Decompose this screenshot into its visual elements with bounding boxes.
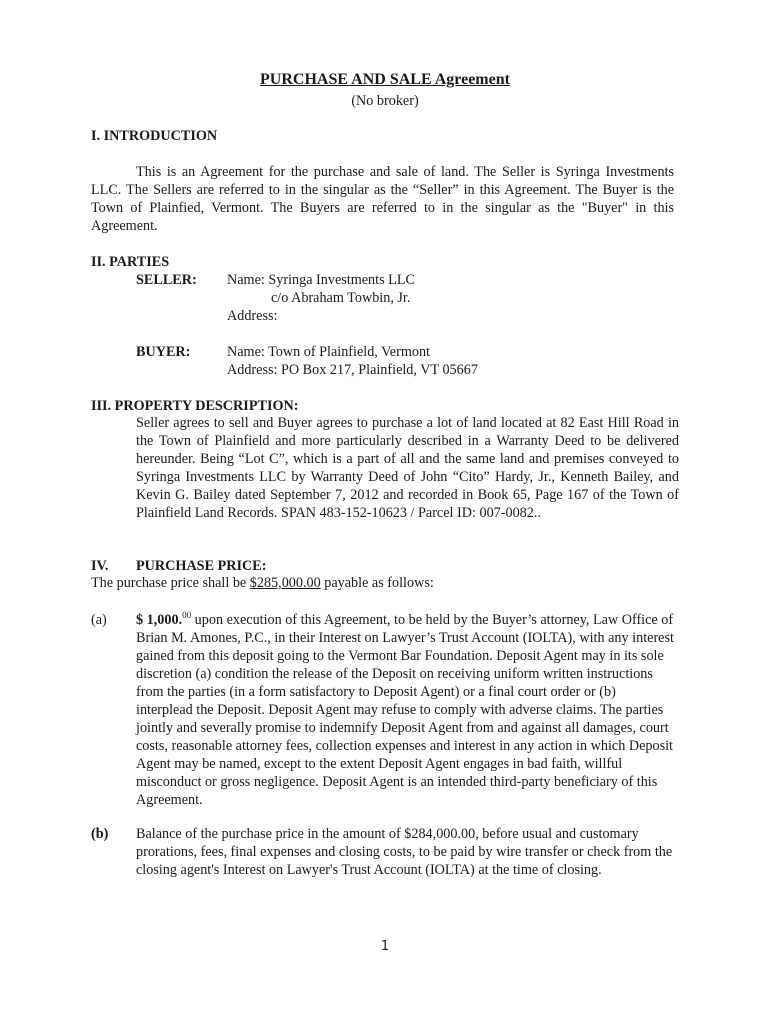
purchase-price-intro-before: The purchase price shall be xyxy=(91,575,250,591)
buyer-address: Address: PO Box 217, Plainfield, VT 05667 xyxy=(227,362,478,378)
section-number-purchase-price: IV. xyxy=(91,558,109,574)
clause-a-label: (a) xyxy=(91,612,107,628)
clause-b-paragraph: Balance of the purchase price in the amount of $284,000.00, before usual and customary prorations, fees, final expenses and closing costs, to be paid by wire transfer or check from the closing agent's Interest on Lawyer's Trust Account (IOLTA) at the time of closing. xyxy=(136,826,673,878)
clause-a-paragraph xyxy=(136,611,676,809)
introduction-paragraph: This is an Agreement for the purchase and sale of land. The Seller is Syringa Investments LLC. The Sellers are referred to in the singular as the “Seller” in this Agreement. The Buyer is the Town of Plainfied, Vermont. The Buyers are referred to in the singular as the "Buyer" in this Agreement. xyxy=(91,164,674,234)
seller-address: Address: xyxy=(227,308,278,324)
document-title: PURCHASE AND SALE Agreement xyxy=(260,71,510,88)
document-subtitle: (No broker) xyxy=(351,93,419,109)
seller-name: Name: Syringa Investments LLC xyxy=(227,272,415,288)
buyer-name: Name: Town of Plainfield, Vermont xyxy=(227,344,430,360)
seller-care-of: c/o Abraham Towbin, Jr. xyxy=(271,290,411,306)
clause-b-label: (b) xyxy=(91,826,109,842)
deposit-amount-cents: 00 xyxy=(182,610,192,620)
purchase-price-intro xyxy=(91,574,681,592)
seller-label: SELLER: xyxy=(136,272,197,288)
purchase-price-amount: $285,000.00 xyxy=(249,575,321,591)
property-description-paragraph: Seller agrees to sell and Buyer agrees to purchase a lot of land located at 82 East Hill Road in the Town of Plainfield and more particularly described in a Warranty Deed to be delivered hereunder. Being “Lot C”, which is a part of all and the same land and premises conveyed to Syringa Investments LLC by Warranty Deed of John “Cito” Hardy, Jr., Kenneth Bailey, and Kevin G. Bailey dated September 7, 2012 and recorded in Book 65, Page 167 of the Town of Plainfield Land Records. SPAN 483-152-10623 / Parcel ID: 007-0082.. xyxy=(136,415,679,521)
clause-a-text: upon execution of this Agreement, to be held by the Buyer’s attorney, Law Office of Brian M. Amones, P.C., in their Interest on Lawyer’s Trust Account (IOLTA), with any interest gained from this deposit going to the Vermont Bar Foundation. Deposit Agent may in its sole discretion (a) condition the release of the Deposit on receiving uniform written instructions from the parties (in a form satisfactory to Deposit Agent) or a final court order or (b) interplead the Deposit. Deposit Agent may refuse to comply with adverse claims. The parties jointly and severally promise to indemnify Deposit Agent from and against all damages, court costs, reasonable attorney fees, collection expenses and interest in any action in which Deposit Agent may be named, except to the extent Deposit Agent engages in bad faith, willful misconduct or gross negligence. Deposit Agent is an intended third-party beneficiary of this Agreement. xyxy=(136,612,674,808)
section-heading-purchase-price: PURCHASE PRICE: xyxy=(136,558,267,574)
buyer-label: BUYER: xyxy=(136,344,191,360)
section-heading-property-description: III. PROPERTY DESCRIPTION: xyxy=(91,398,299,414)
page-number: 1 xyxy=(380,939,390,954)
section-heading-parties: II. PARTIES xyxy=(91,254,170,270)
deposit-amount: $ 1,000. xyxy=(136,612,183,628)
purchase-price-intro-after: payable as follows: xyxy=(320,575,434,591)
section-heading-introduction: I. INTRODUCTION xyxy=(91,128,218,144)
